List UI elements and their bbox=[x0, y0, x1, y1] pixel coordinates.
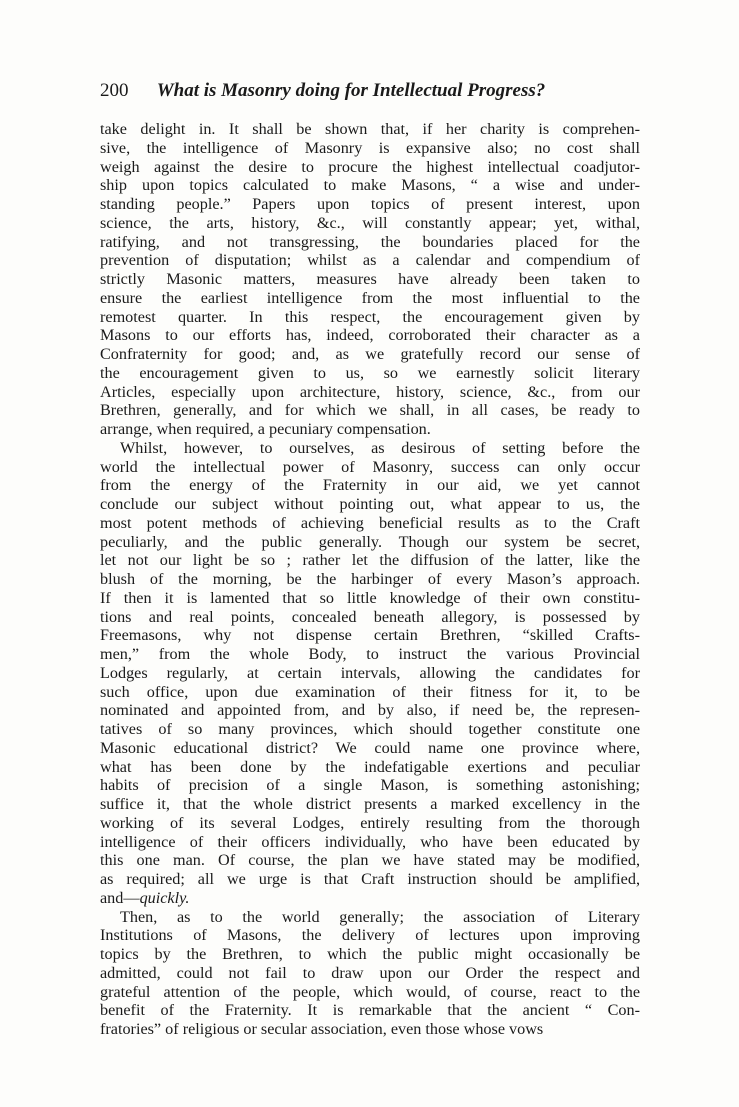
text-line: conclude our subject without pointing out, what appear to us, the bbox=[100, 495, 640, 513]
paragraph-craft-instruction bbox=[100, 439, 640, 908]
text-line: Whilst, however, to ourselves, as desirous of setting before the bbox=[120, 438, 640, 457]
text-line: Brethren, generally, and for which we shall, in all cases, be ready to bbox=[100, 401, 640, 420]
paragraph-charity-intelligence bbox=[100, 120, 640, 439]
text-line: Then, as to the world generally; the association of Literary bbox=[120, 907, 640, 926]
text-line: Articles, especially upon architecture, history, science, &c., from our bbox=[100, 382, 640, 401]
text-line: what has been done by the indefatigable exertions and peculiar bbox=[100, 757, 640, 776]
body-text bbox=[100, 120, 640, 1039]
text-line: suffice it, that the whole district presents a marked excellency in the bbox=[100, 795, 640, 813]
text-line-prefix: and— bbox=[100, 888, 140, 907]
text-line: as required; all we urge is that Craft instruction should be amplified, bbox=[100, 870, 640, 888]
text-line: ensure the earliest intelligence from the most influential to the bbox=[100, 288, 640, 307]
text-line: tatives of so many provinces, which should together constitute one bbox=[100, 720, 640, 738]
text-line: fratories” of religious or secular association, even those whose vows bbox=[100, 1020, 544, 1038]
text-line: ship upon topics calculated to make Masons, “ a wise and under- bbox=[100, 176, 640, 195]
text-line: take delight in. It shall be shown that, if her charity is comprehen- bbox=[100, 120, 640, 138]
text-line: strictly Masonic matters, measures have already been taken to bbox=[100, 270, 640, 288]
paragraph-literary-institutions bbox=[100, 908, 640, 1039]
text-line: Masonic educational district? We could name one province where, bbox=[100, 738, 640, 757]
text-line: If then it is lamented that so little knowledge of their own constitu- bbox=[100, 588, 640, 607]
text-line: topics by the Brethren, to which the public might occasionally be bbox=[100, 945, 640, 963]
text-line: grateful attention of the people, which would, of course, react to the bbox=[100, 982, 640, 1001]
text-line: weigh against the desire to procure the highest intellectual coadjutor- bbox=[100, 157, 640, 176]
text-line: habits of precision of a single Mason, is something astonishing; bbox=[100, 776, 640, 795]
text-line: prevention of disputation; whilst as a calendar and compendium of bbox=[100, 251, 640, 270]
text-line: intelligence of their officers individually, who have been educated by bbox=[100, 832, 640, 851]
text-line: nominated and appointed from, and by also, if need be, the represen- bbox=[100, 701, 640, 720]
text-line: world the intellectual power of Masonry, success can only occur bbox=[100, 457, 640, 476]
text-line: working of its several Lodges, entirely resulting from the thorough bbox=[100, 813, 640, 832]
text-line: benefit of the Fraternity. It is remarkable that the ancient “ Con- bbox=[100, 1001, 640, 1020]
text-line: from the energy of the Fraternity in our aid, we yet cannot bbox=[100, 476, 640, 495]
text-line: ratifying, and not transgressing, the boundaries placed for the bbox=[100, 232, 640, 251]
text-line: peculiarly, and the public generally. Though our system be secret, bbox=[100, 532, 640, 551]
text-line: blush of the morning, be the harbinger of every Mason’s approach. bbox=[100, 570, 640, 588]
text-line bbox=[100, 889, 640, 908]
text-line: Lodges regularly, at certain intervals, allowing the candidates for bbox=[100, 663, 640, 682]
text-line: Institutions of Masons, the delivery of lectures upon improving bbox=[100, 926, 640, 945]
text-line: Confraternity for good; and, as we gratefully record our sense of bbox=[100, 345, 640, 363]
text-line: such office, upon due examination of their fitness for it, to be bbox=[100, 682, 640, 701]
text-line: most potent methods of achieving beneficial results as to the Craft bbox=[100, 513, 640, 532]
text-line: sive, the intelligence of Masonry is expansive also; no cost shall bbox=[100, 138, 640, 157]
text-line: let not our light be so ; rather let the diffusion of the latter, like the bbox=[100, 551, 640, 570]
text-line: the encouragement given to us, so we earnestly solicit literary bbox=[100, 363, 640, 382]
text-line: science, the arts, history, &c., will constantly appear; yet, withal, bbox=[100, 213, 640, 232]
page-number: 200 bbox=[100, 80, 129, 101]
text-line: standing people.” Papers upon topics of present interest, upon bbox=[100, 195, 640, 213]
text-line: Masons to our efforts has, indeed, corroborated their character as a bbox=[100, 326, 640, 345]
text-line: admitted, could not fail to draw upon our Order the respect and bbox=[100, 963, 640, 982]
text-line: arrange, when required, a pecuniary compensation. bbox=[100, 420, 431, 438]
running-title: What is Masonry doing for Intellectual Progress? bbox=[156, 80, 546, 101]
text-line: tions and real points, concealed beneath allegory, is possessed by bbox=[100, 607, 640, 626]
text-line: remotest quarter. In this respect, the encouragement given by bbox=[100, 307, 640, 326]
text-line: this one man. Of course, the plan we have stated may be modified, bbox=[100, 851, 640, 870]
emphasis-quickly: quickly. bbox=[139, 888, 190, 907]
text-line: Freemasons, why not dispense certain Brethren, “skilled Crafts- bbox=[100, 626, 640, 645]
text-line: men,” from the whole Body, to instruct the various Provincial bbox=[100, 645, 640, 663]
page-header bbox=[100, 76, 640, 106]
